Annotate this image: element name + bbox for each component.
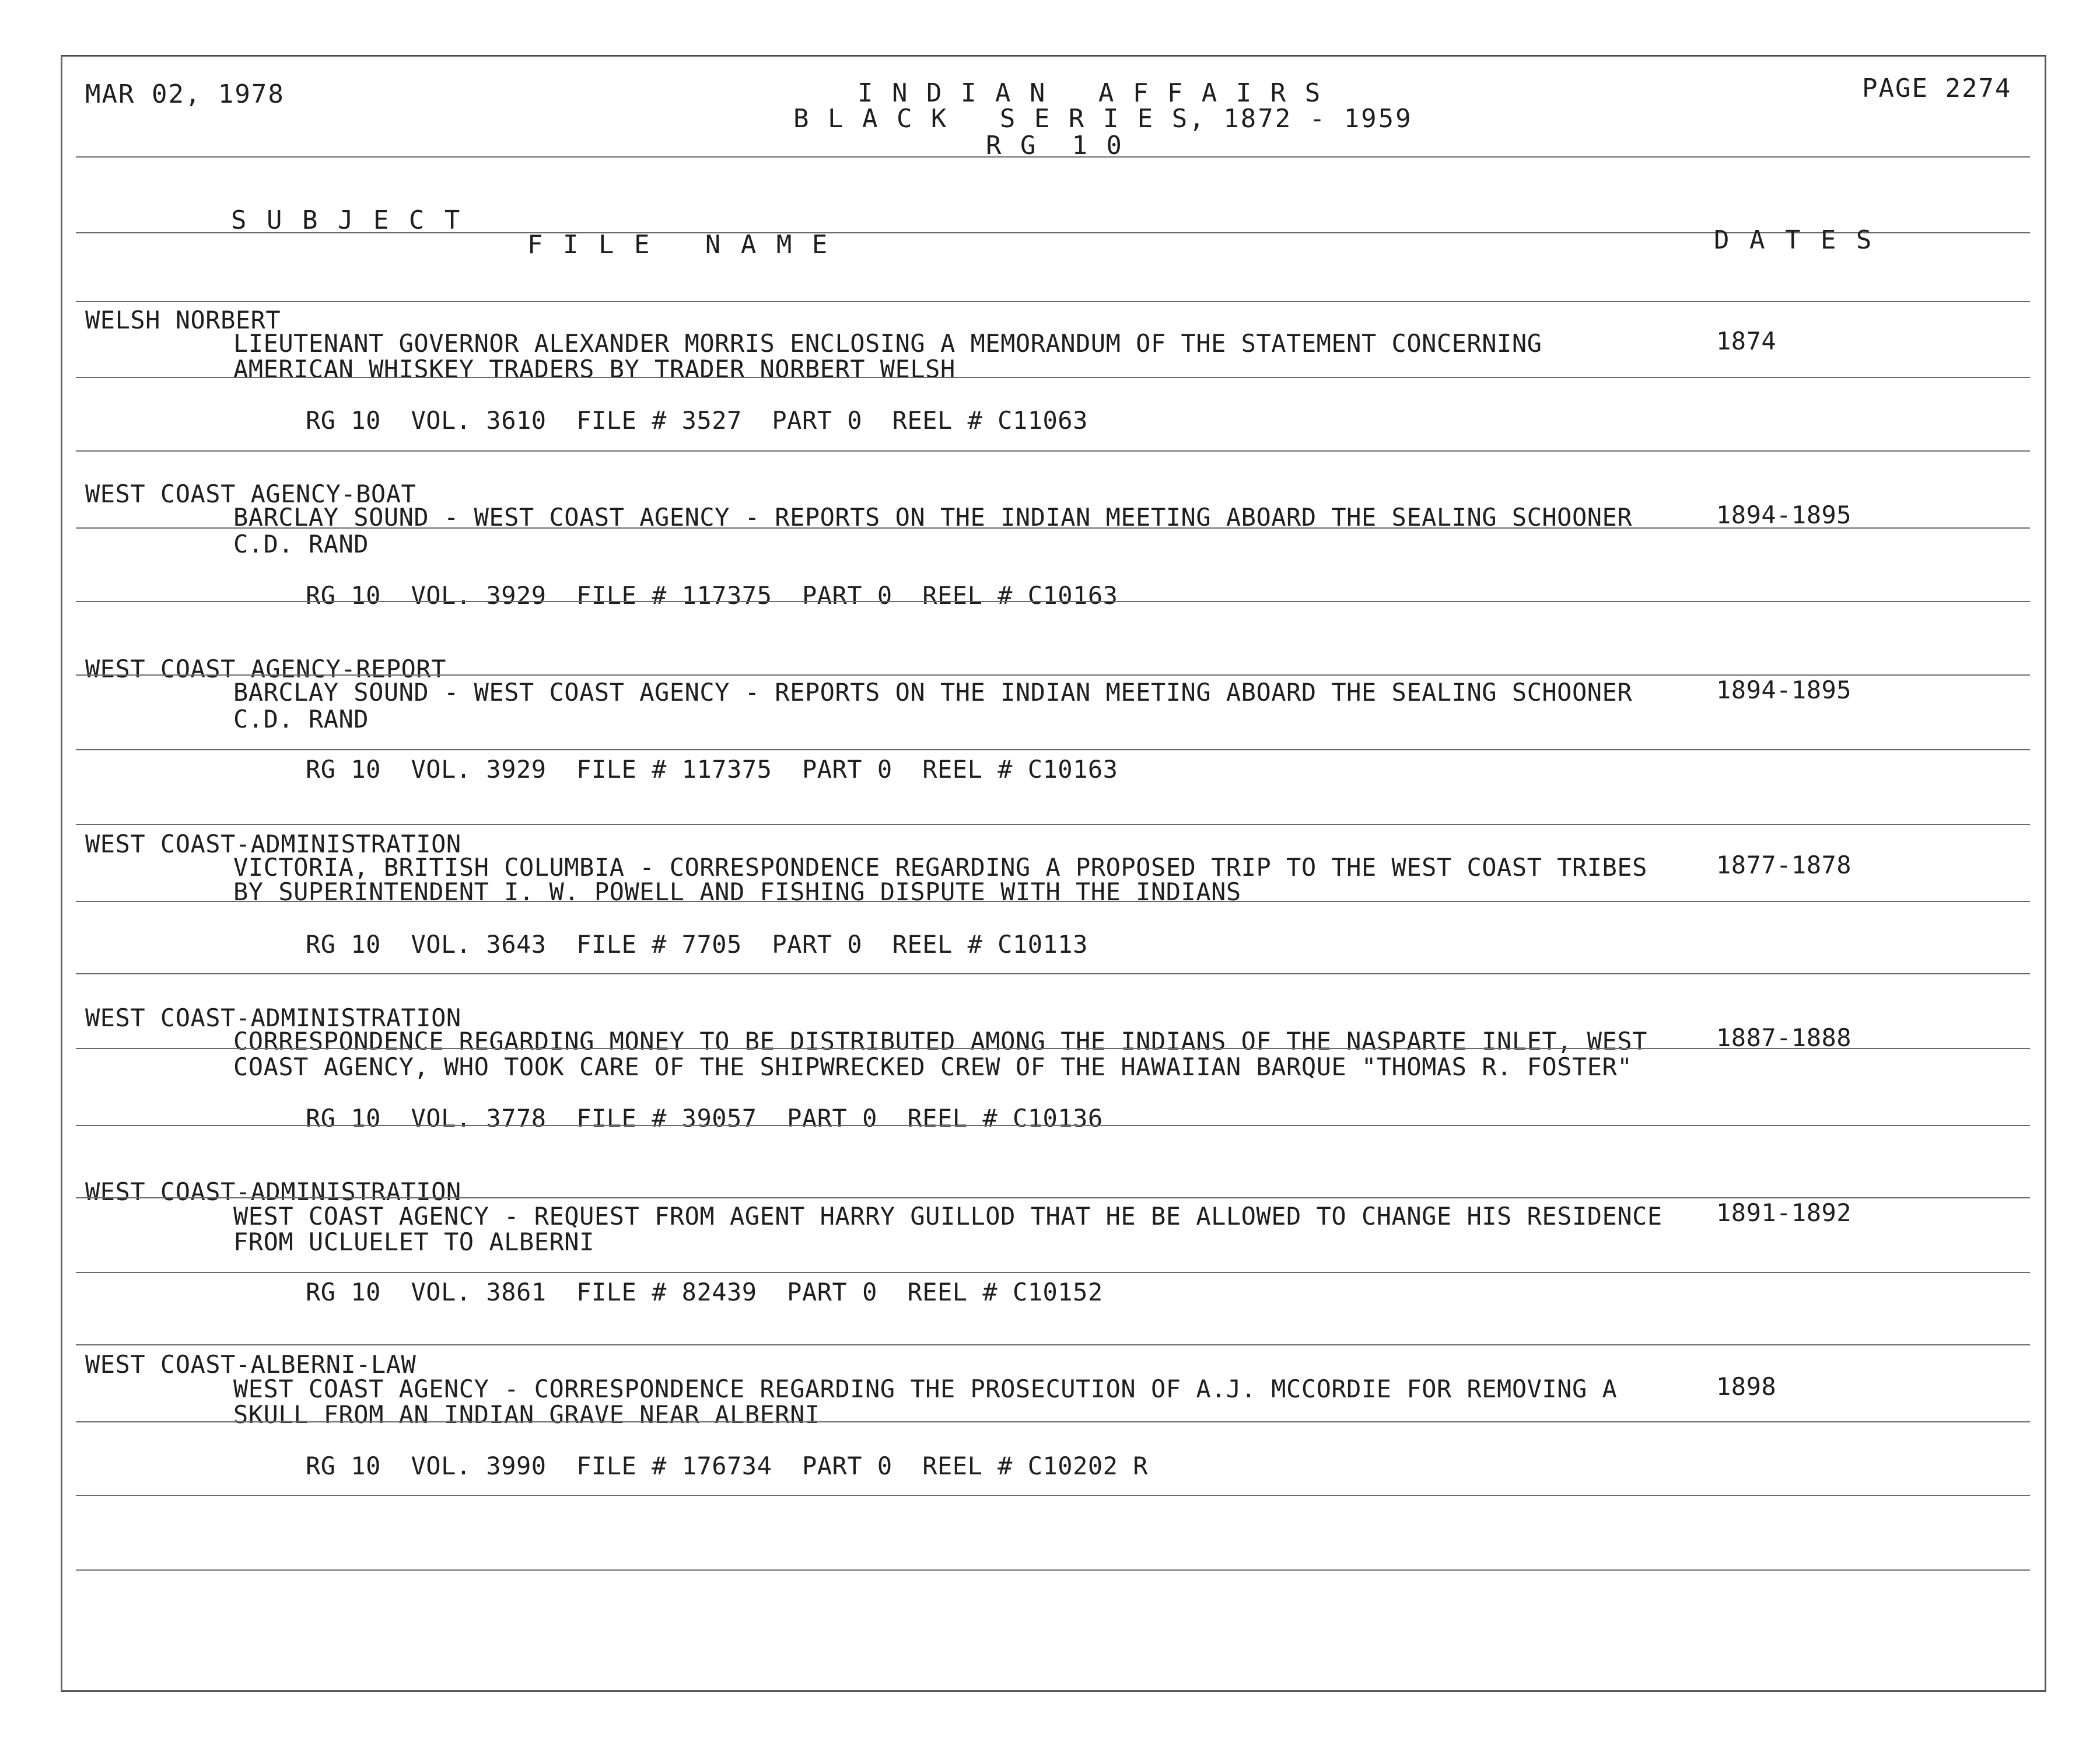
divider xyxy=(76,1569,2030,1571)
entry-description: VICTORIA, BRITISH COLUMBIA - CORRESPONDENCE REGARDING A PROPOSED TRIP TO THE WEST COAST TRIBES xyxy=(233,853,1647,882)
entry-date: 1887-1888 xyxy=(1716,1023,1852,1052)
divider xyxy=(76,527,2030,529)
entry-reference: RG 10 VOL. 3861 FILE # 82439 PART 0 REEL # C10152 xyxy=(306,1278,1103,1306)
entry-subject: WELSH NORBERT xyxy=(85,306,281,334)
divider xyxy=(76,301,2030,302)
divider xyxy=(76,901,2030,902)
entry-description: WEST COAST AGENCY - REQUEST FROM AGENT HARRY GUILLOD THAT HE BE ALLOWED TO CHANGE HIS RESIDENCE xyxy=(233,1202,1662,1230)
entry-subject: WEST COAST AGENCY-BOAT xyxy=(85,480,416,508)
entry-date: 1874 xyxy=(1716,327,1777,355)
divider xyxy=(76,1125,2030,1126)
divider xyxy=(76,1495,2030,1496)
entry-description: BARCLAY SOUND - WEST COAST AGENCY - REPORTS ON THE INDIAN MEETING ABOARD THE SEALING SCHOONER xyxy=(233,678,1633,707)
divider xyxy=(76,749,2030,750)
entry-reference: RG 10 VOL. 3929 FILE # 117375 PART 0 REEL # C10163 xyxy=(306,755,1118,784)
entry-description: BARCLAY SOUND - WEST COAST AGENCY - REPORTS ON THE INDIAN MEETING ABOARD THE SEALING SCHOONER xyxy=(233,503,1633,532)
entry-description: C.D. RAND xyxy=(233,530,369,558)
entry-reference: RG 10 VOL. 3990 FILE # 176734 PART 0 REEL # C10202 R xyxy=(306,1452,1149,1480)
entry-subject: WEST COAST-ADMINISTRATION xyxy=(85,1177,461,1206)
entry-date: 1898 xyxy=(1716,1372,1777,1401)
divider xyxy=(76,824,2030,825)
report-date: MAR 02, 1978 xyxy=(85,79,285,109)
entry-reference: RG 10 VOL. 3778 FILE # 39057 PART 0 REEL # C10136 xyxy=(306,1104,1103,1132)
entry-description: FROM UCLUELET TO ALBERNI xyxy=(233,1228,594,1256)
entry-description: COAST AGENCY, WHO TOOK CARE OF THE SHIPWRECKED CREW OF THE HAWAIIAN BARQUE "THOMAS R. FOSTER" xyxy=(233,1053,1633,1081)
divider xyxy=(76,377,2030,378)
entry-description: C.D. RAND xyxy=(233,705,369,733)
divider xyxy=(76,1048,2030,1049)
entry-description: BY SUPERINTENDENT I. W. POWELL AND FISHING DISPUTE WITH THE INDIANS xyxy=(233,878,1241,906)
divider xyxy=(76,156,2030,158)
report-subtitle: B L A C K S E R I E S, 1872 - 1959 xyxy=(793,104,1413,134)
entry-subject: WEST COAST-ADMINISTRATION xyxy=(85,830,461,858)
entry-date: 1877-1878 xyxy=(1716,851,1852,879)
report-title: I N D I A N A F F A I R S xyxy=(858,78,1322,108)
entry-description: AMERICAN WHISKEY TRADERS BY TRADER NORBERT WELSH xyxy=(233,355,956,383)
entry-description: WEST COAST AGENCY - CORRESPONDENCE REGARDING THE PROSECUTION OF A.J. MCCORDIE FOR REMOVING A xyxy=(233,1375,1618,1403)
entry-date: 1894-1895 xyxy=(1716,501,1852,529)
entry-description: SKULL FROM AN INDIAN GRAVE NEAR ALBERNI xyxy=(233,1400,820,1429)
divider xyxy=(76,1272,2030,1273)
entry-reference: RG 10 VOL. 3610 FILE # 3527 PART 0 REEL # C11063 xyxy=(306,406,1088,435)
entry-subject: WEST COAST-ADMINISTRATION xyxy=(85,1004,461,1032)
entry-description: LIEUTENANT GOVERNOR ALEXANDER MORRIS ENCLOSING A MEMORANDUM OF THE STATEMENT CONCERNING xyxy=(233,329,1542,358)
divider xyxy=(76,973,2030,974)
entry-date: 1894-1895 xyxy=(1716,676,1852,704)
column-heading-file-name: F I L E N A M E xyxy=(527,230,830,260)
entry-subject: WEST COAST AGENCY-REPORT xyxy=(85,655,446,683)
divider xyxy=(76,601,2030,602)
page-number: PAGE 2274 xyxy=(1862,74,2012,103)
entry-subject: WEST COAST-ALBERNI-LAW xyxy=(85,1350,416,1379)
report-record-group: R G 1 0 xyxy=(986,131,1124,160)
divider xyxy=(76,1421,2030,1422)
divider xyxy=(76,1197,2030,1198)
entry-reference: RG 10 VOL. 3643 FILE # 7705 PART 0 REEL # C10113 xyxy=(306,930,1088,959)
column-heading-subject: S U B J E C T xyxy=(231,205,463,235)
divider xyxy=(76,674,2030,676)
column-heading-dates: D A T E S xyxy=(1714,225,1874,255)
divider xyxy=(76,450,2030,452)
entry-date: 1891-1892 xyxy=(1716,1198,1852,1227)
entry-reference: RG 10 VOL. 3929 FILE # 117375 PART 0 REEL # C10163 xyxy=(306,581,1118,610)
divider xyxy=(76,1344,2030,1345)
entry-description: CORRESPONDENCE REGARDING MONEY TO BE DISTRIBUTED AMONG THE INDIANS OF THE NASPARTE INLET, WEST xyxy=(233,1027,1647,1055)
